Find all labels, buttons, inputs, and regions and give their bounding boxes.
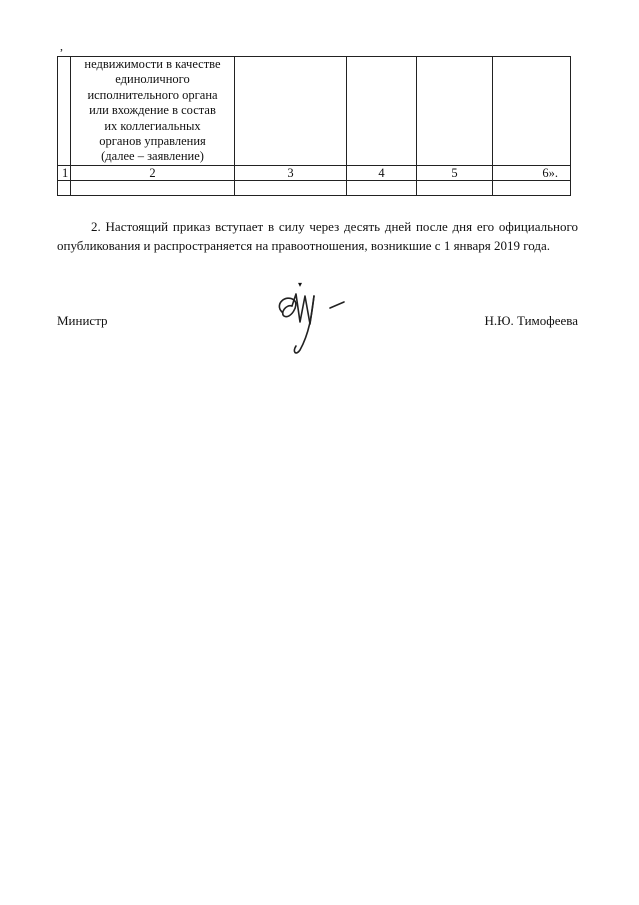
margin-mark: , [60,39,63,53]
column-number: 5 [417,165,493,180]
table-cell-description [71,57,235,166]
ink-dot: ▾ [298,280,303,289]
description-line: недвижимости в качестве [84,57,221,71]
table-cell [417,180,493,195]
table-cell [71,180,235,195]
description-line: их коллегиальных [104,118,201,133]
signatory-role: Министр [57,313,108,328]
table-cell [58,57,71,166]
table-row [58,57,571,166]
column-number: 3 [235,165,347,180]
description-line: единоличного [115,72,190,87]
column-number: 6». [493,165,571,180]
table-cell [493,180,571,195]
table-row-empty [58,180,571,195]
order-paragraph: 2. Настоящий приказ вступает в силу через десять дней после дня его официального опубликования и распространяется на правоотношения, возникшие с 1 января 2019 года. [57,219,578,253]
table-cell [58,180,71,195]
column-number: 4 [347,165,417,180]
description-line: органов управления [99,134,206,149]
table-row-numbers [58,165,571,180]
table-cell [235,180,347,195]
column-number: 2 [71,165,235,180]
description-line: исполнительного органа [87,87,218,102]
table-cell [347,57,417,166]
table-cell [493,57,571,166]
table-cell [347,180,417,195]
description-line: (далее – заявление) [101,149,204,164]
table-cell [417,57,493,166]
table-cell [235,57,347,166]
column-number: 1 [58,165,71,180]
form-table [57,56,571,196]
handwritten-signature [272,282,352,358]
signatory-name: Н.Ю. Тимофеева [484,313,578,328]
description-line: или вхождение в состав [89,103,216,118]
